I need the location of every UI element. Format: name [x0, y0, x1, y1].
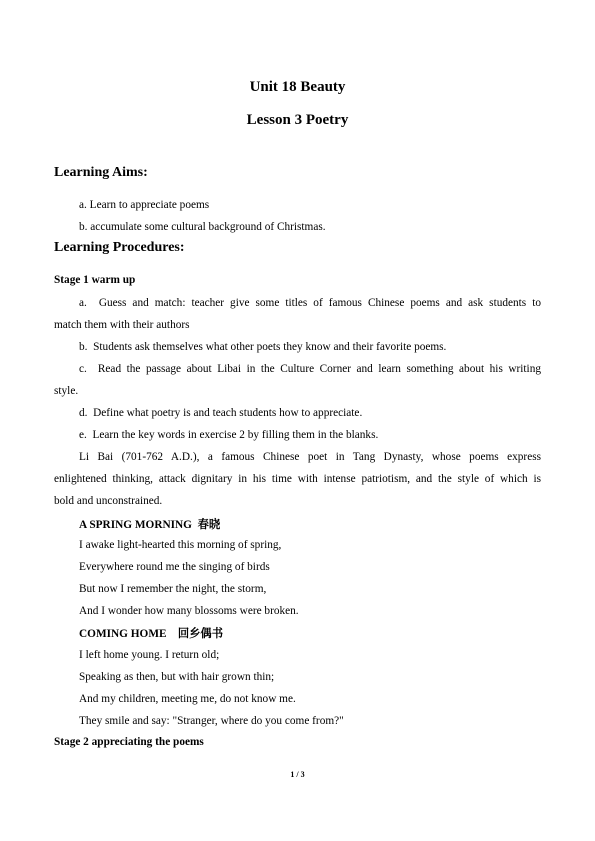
libai-paragraph-line3: bold and unconstrained. — [54, 495, 163, 507]
poem1-line: I awake light-hearted this morning of spring, — [79, 539, 282, 551]
stage1-item-d: d. Define what poetry is and teach students how to appreciate. — [79, 407, 363, 419]
document-title: Unit 18 Beauty — [249, 79, 346, 95]
libai-paragraph-line1: Li Bai (701-762 A.D.), a famous Chinese poet in Tang Dynasty, whose poems express — [79, 451, 541, 463]
poem2-title: COMING HOME 回乡偶书 — [79, 628, 224, 640]
poem2-line: They smile and say: "Stranger, where do you come from?" — [79, 715, 344, 727]
learning-aim-item: b. accumulate some cultural background of Christmas. — [79, 221, 326, 233]
stage1-item-e: e. Learn the key words in exercise 2 by filling them in the blanks. — [79, 429, 379, 441]
document-subtitle: Lesson 3 Poetry — [246, 112, 349, 128]
learning-procedures-heading: Learning Procedures: — [54, 240, 185, 255]
poem2-line: Speaking as then, but with hair grown thin; — [79, 671, 275, 683]
poem1-line: Everywhere round me the singing of birds — [79, 561, 270, 573]
stage1-item-c-line2: style. — [54, 385, 79, 397]
stage1-item-c-line1: c. Read the passage about Libai in the Culture Corner and learn something about his writing — [79, 363, 541, 375]
stage2-heading: Stage 2 appreciating the poems — [54, 736, 204, 748]
learning-aims-heading: Learning Aims: — [54, 165, 148, 180]
libai-paragraph-line2: enlightened thinking, attack dignitary in his time with intense patriotism, and the style of which is — [54, 473, 541, 485]
poem1-line: And I wonder how many blossoms were broken. — [79, 605, 299, 617]
stage1-item-b: b. Students ask themselves what other poets they know and their favorite poems. — [79, 341, 447, 353]
stage1-item-a-line2: match them with their authors — [54, 319, 190, 331]
poem2-line: I left home young. I return old; — [79, 649, 220, 661]
page-number: 1 / 3 — [290, 770, 305, 779]
learning-aim-item: a. Learn to appreciate poems — [79, 199, 210, 211]
poem1-line: But now I remember the night, the storm, — [79, 583, 267, 595]
stage1-item-a-line1: a. Guess and match: teacher give some titles of famous Chinese poems and ask students to — [79, 297, 541, 309]
poem2-line: And my children, meeting me, do not know me. — [79, 693, 296, 705]
stage1-heading: Stage 1 warm up — [54, 274, 136, 286]
poem1-title: A SPRING MORNING 春晓 — [79, 519, 221, 531]
